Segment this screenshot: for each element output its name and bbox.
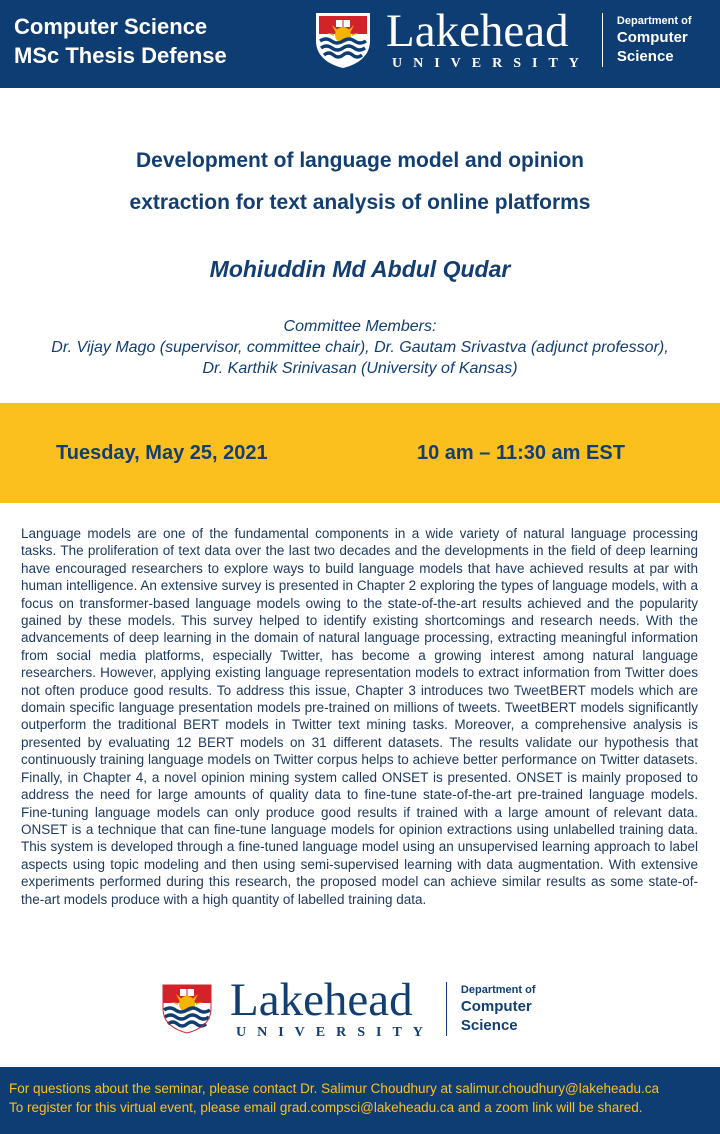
logo-wordmark-text: Lakehead [386, 5, 569, 57]
contact-bar [0, 1067, 720, 1134]
footer-logo-wordmark-text: Lakehead [230, 974, 413, 1026]
footer-logo-department [461, 983, 536, 1035]
footer-dept-line2: Computer [460, 998, 532, 1015]
dept-line1: Department of [616, 15, 692, 27]
footer-logo-wordmark [230, 974, 434, 1041]
footer-logo-subtext: UNIVERSITY [236, 1025, 434, 1040]
author-name: Mohiuddin Md Abdul Qudar [209, 256, 511, 282]
event-date: Tuesday, May 25, 2021 [56, 442, 268, 464]
contact-line1: For questions about the seminar, please contact Dr. Salimur Choudhury at salimur.choudhury@lakeheadu.ca [9, 1081, 660, 1096]
thesis-title-line2: extraction for text analysis of online platforms [129, 191, 591, 214]
event-time: 10 am – 11:30 am EST [417, 442, 625, 464]
schedule-band [0, 403, 720, 503]
contact-line2: To register for this virtual event, please email grad.compsci@lakeheadu.ca and a zoom link will be shared. [9, 1100, 643, 1115]
footer-dept-line3: Science [460, 1017, 518, 1034]
footer-logo-divider [446, 982, 447, 1036]
dept-line2: Computer [616, 29, 688, 46]
event-title-line1: Computer Science [14, 14, 208, 39]
header-bar [0, 0, 720, 88]
committee-heading: Committee Members: [283, 318, 437, 335]
committee-line1: Dr. Vijay Mago (supervisor, committee chair), Dr. Gautam Srivastva (adjunct professor), [51, 339, 669, 356]
thesis-title-line1: Development of language model and opinion [135, 149, 585, 172]
crest-icon [158, 980, 216, 1038]
logo-divider [602, 13, 603, 67]
crest-icon [314, 11, 372, 69]
committee-line2: Dr. Karthik Srinivasan (University of Kansas) [202, 360, 518, 377]
logo-department [617, 14, 692, 66]
committee-members [0, 316, 720, 379]
dept-line3: Science [616, 48, 674, 65]
thesis-title [0, 140, 720, 224]
event-title-line2: MSc Thesis Defense [14, 43, 227, 68]
logo-subtext: UNIVERSITY [392, 56, 590, 71]
event-title [14, 12, 227, 70]
lakehead-logo-footer [158, 974, 536, 1041]
footer-dept-line1: Department of [460, 984, 536, 996]
logo-wordmark [386, 5, 590, 72]
lakehead-logo-header [314, 5, 692, 72]
abstract-text: Language models are one of the fundamental components in a wide variety of natural language processing tasks. The proliferation of text data over the last two decades and the developments in the field of deep learning have encouraged researchers to explore ways to build language models that have achieved results at par with human intelligence. An extensive survey is presented in Chapter 2 exploring the types of language models, with a focus on transformer-based language models owing to the state-of-the-art results achieved and the popularity gained by these models. This survey helped to identify existing shortcomings and research needs. With the advancements of deep learning in the domain of natural language processing, extracting meaningful information from social media platforms, especially Twitter, has become a growing interest among natural language researchers. However, applying existing language representation models to extract information from Twitter does not often produce good results. To address this issue, Chapter 3 introduces two TweetBERT models which are domain specific language presentation models pre-trained on millions of tweets. TweetBERT models significantly outperform the traditional BERT models in Twitter text mining tasks. Moreover, a comprehensive analysis is presented by evaluating 12 BERT models on 31 different datasets. The results validate our hypothesis that continuously training language models on Twitter corpus helps to achieve better performance on Twitter datasets. Finally, in Chapter 4, a novel opinion mining system called ONSET is presented. ONSET is mainly proposed to address the need for large amounts of quality data to fine-tune state-of-the-art pre-trained language models. Fine-tuning language models can only produce good results if trained with a large amount of relevant data. ONSET is a technique that can fine-tune language models for opinion extractions using unlabelled training data. This system is developed through a fine-tuned language model using an unsupervised learning approach to label aspects using topic modeling and then using semi-supervised learning with data augmentation. With extensive experiments performed during this research, the proposed model can achieve similar results as some state-of-the-art models produce with a high quantity of labelled training data. [21, 526, 698, 907]
